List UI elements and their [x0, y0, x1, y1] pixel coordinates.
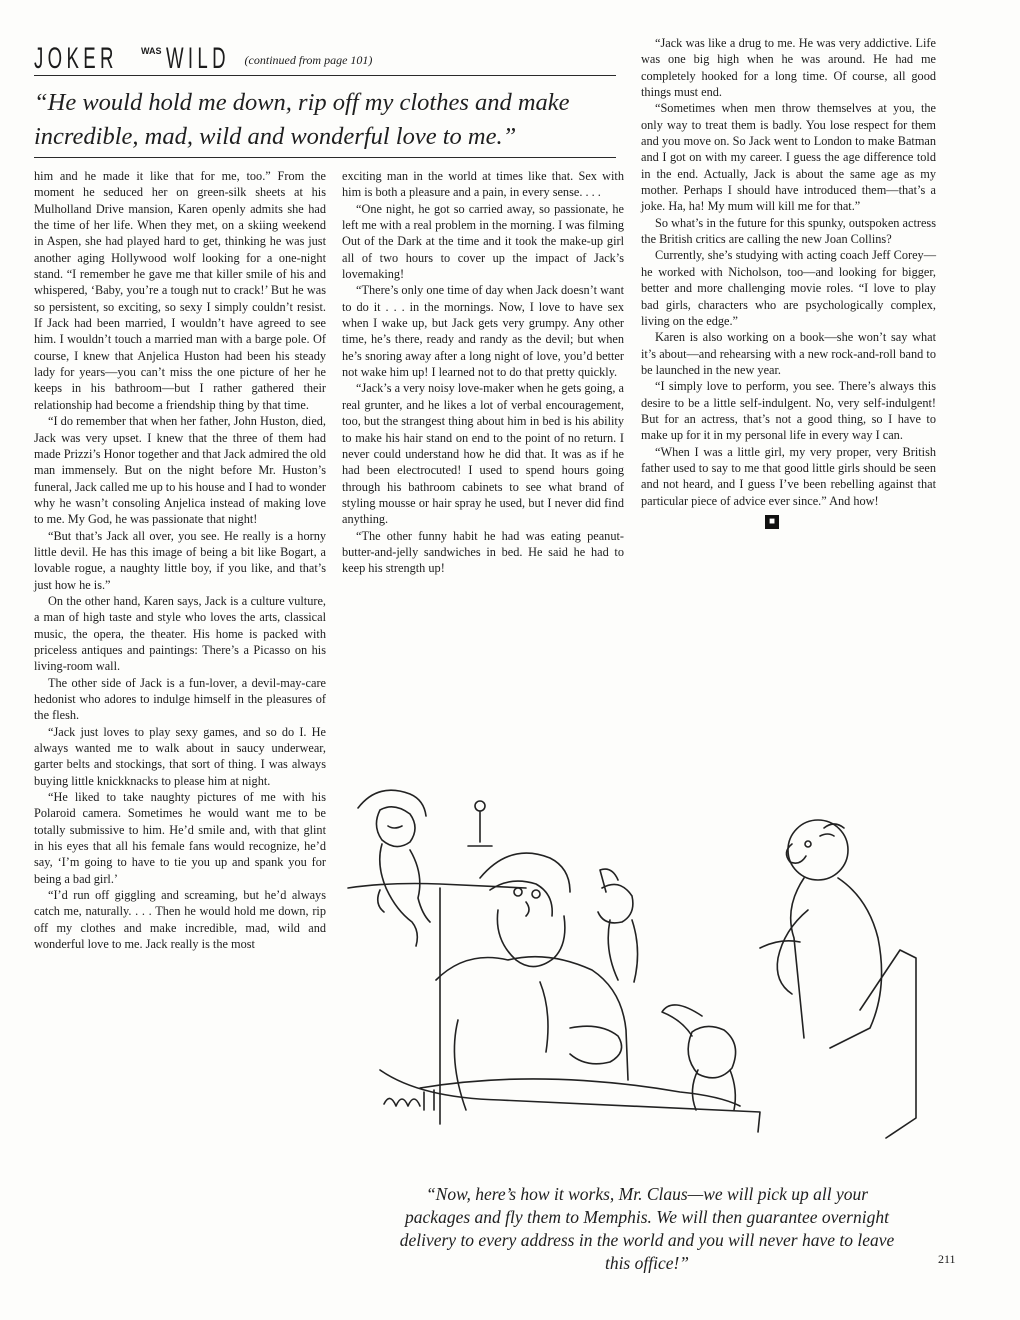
lamp-bulb	[475, 801, 485, 811]
paragraph: “But that’s Jack all over, you see. He really is a horny little devil. He has this image of being a bit like Bogart, a lovable rogue, a naughty little boy, if you like, and that’s just how he is.”	[34, 528, 326, 592]
lamp-stand	[468, 812, 492, 846]
paragraph: “The other funny habit he had was eating peanut-butter-and-jelly sandwiches in bed. He said he had to keep his strength up!	[342, 528, 624, 576]
cartoon-illustration	[340, 770, 926, 1180]
paragraph: “I do remember that when her father, John Huston, died, Jack was very upset. I knew that the three of them had made Prizzi’s Honor together and that Jack admired the old man immensely. But on the night before Mr. Huston’s funeral, Jack called me up to his house and I had to wonder why he wasn’t consoling Anjelica instead of making love to me. My God, he was passionate that night!	[34, 414, 326, 527]
paragraph: “I simply love to perform, you see. There’s always this desire to be a little self-indulgent. No, very self-indulgent! But for an actress, that’s not a good thing, so I have to make up for it in my personal life in every way I can.	[641, 379, 936, 443]
text-column-3	[641, 35, 936, 529]
text-column-1	[34, 168, 326, 953]
businessman	[760, 820, 916, 1138]
paragraph: Currently, she’s studying with acting coach Jeff Corey—he worked with Nicholson, too—and looking for bigger, better and more challenging movie roles. “I love to play bad girls, characters who are psychologically complex, living on the edge.”	[641, 248, 936, 328]
header-rule	[34, 75, 616, 76]
small-elf-on-desk	[598, 869, 638, 982]
section-kicker	[34, 38, 616, 74]
cartoonist-signature	[384, 1090, 434, 1110]
kicker-was: WAS	[141, 46, 162, 56]
article-header	[34, 38, 616, 74]
elf-on-shelf	[358, 790, 430, 946]
rabbit-head-end-mark-icon: ■	[765, 515, 779, 529]
continued-note: (continued from page 101)	[244, 53, 373, 67]
paragraph: “Jack was like a drug to me. He was very addictive. Life was one big high when he was around. He had me completely hooked for a long time. Of course, all good things must end.	[641, 36, 936, 100]
cartoon-caption: “Now, here’s how it works, Mr. Claus—we will pick up all your packages and fly them to Memphis. We will then guarantee overnight delivery to every address in the world and you will never have to leave this office!”	[399, 1184, 895, 1273]
paragraph: On the other hand, Karen says, Jack is a culture vulture, a man of high taste and style who loves the arts, classical music, the opera, the theater. His home is packed with priceless antiques and paintings: There’s a Picasso on his living-room wall.	[34, 593, 326, 674]
paragraph: him and he made it like that for me, too.” From the moment he seduced her on green-silk sheets at his Mulholland Drive mansion, Karen openly admits she had the time of her life. When they met, on a skiing weekend in Aspen, she had played hard to get, thinking he was just another aging Hollywood wolf looking for a one-night stand. “I remember he gave me that killer smile of his and whispered, ‘Baby, you’re a tough nut to crack!’ But he was so persistent, so exciting, so sexy I simply couldn’t resist. If Jack had been married, I wouldn’t have agreed to see him. I wouldn’t touch a married man with a barge pole. Of course, I knew that Anjelica Huston had been his steady lady for years—you can’t miss the one picture of her he keeps in his bathroom—but I rather gathered their relationship had become a friendship thing by that time.	[34, 169, 326, 412]
paragraph: The other side of Jack is a fun-lover, a devil-may-care hedonist who adores to indulge himself in the pleasures of the flesh.	[34, 675, 326, 723]
pull-quote-rule	[34, 157, 616, 158]
paragraph: “There’s only one time of day when Jack doesn’t want to do it . . . in the mornings. Now, I love to have sex when I wake up, but Jack gets very grumpy. Any other time, he’s there, ready and randy as the devil; but when he’s snoring away after a long night of love, you’d better not wake him up! I learned not to do that pretty quickly.	[342, 283, 624, 380]
text-column-2	[342, 168, 624, 577]
page-number: 211	[938, 1252, 956, 1266]
paragraph: “Sometimes when men throw themselves at you, the only way to treat them is badly. You lose respect for them and you move on. So Jack went to London to make Batman and I got on with my career. I guess the age difference told in the end. Actually, Jack is about the same age as my mother. Perhaps I should have introduced them—that’s a joke. Ha, ha! My mum will kill me for that.”	[641, 101, 936, 214]
paragraph: Karen is also working on a book—she won’t say what it’s about—and rehearsing with a new rock-and-roll band to be launched in the new year.	[641, 330, 936, 377]
santa-claus	[436, 853, 628, 1110]
paragraph: “Jack just loves to play sexy games, and so do I. He always wanted me to walk about in saucy underwear, garter belts and stockings, that sort of thing. I was always buying little knickknacks to please him at night.	[34, 724, 326, 788]
paragraph: “Jack’s a very noisy love-maker when he gets going, a real grunter, and he likes a lot of verbal encouragement, too, but the strangest thing about him in bed is his ability to make his hair stand on end to the point of no return. I never could understand how he did that. It was as if he had been electrocuted! I used to spend hours going through his bathroom cabinets to see what brand of styling mousse or hair spray he used, but I never did find anything.	[342, 381, 624, 527]
paragraph: exciting man in the world at times like that. Sex with him is both a pleasure and a pain, in every sense. . . .	[342, 169, 624, 200]
pull-quote: “He would hold me down, rip off my clothes and make incredible, mad, wild and wonderful love to me.”	[34, 89, 570, 150]
paragraph: “One night, he got so carried away, so passionate, he left me with a real problem in the morning. I was filming Out of the Dark at the time and it took the make-up girl all of two hours to cover up the impact of Jack’s lovemaking!	[342, 201, 624, 282]
paragraph: “I’d run off giggling and screaming, but he’d always catch me, naturally. . . . Then he would hold me down, rip off my clothes and make incredible, mad, wild and wonderful love to me. Jack really is the most	[34, 888, 326, 952]
paragraph: So what’s in the future for this spunky, outspoken actress the British critics are calling the new Joan Collins?	[641, 215, 936, 247]
kicker-wild: WILD	[165, 42, 230, 75]
paragraph: “He liked to take naughty pictures of me with his Polaroid camera. Sometimes he would want me to be totally submissive to him. He’d smile and, with that glint in his eyes that all his female fans would recognize, he’d say, ‘I’m going to have to tie you up and spank you for being a bad girl.’	[34, 790, 326, 886]
paragraph: “When I was a little girl, my very proper, very British father used to say to me that good little girls should be seen and not heard, and I guess I’ve been rebelling against that particular piece of advice ever since.” And how!	[641, 444, 936, 508]
kicker-joker: JOKER	[34, 42, 118, 75]
